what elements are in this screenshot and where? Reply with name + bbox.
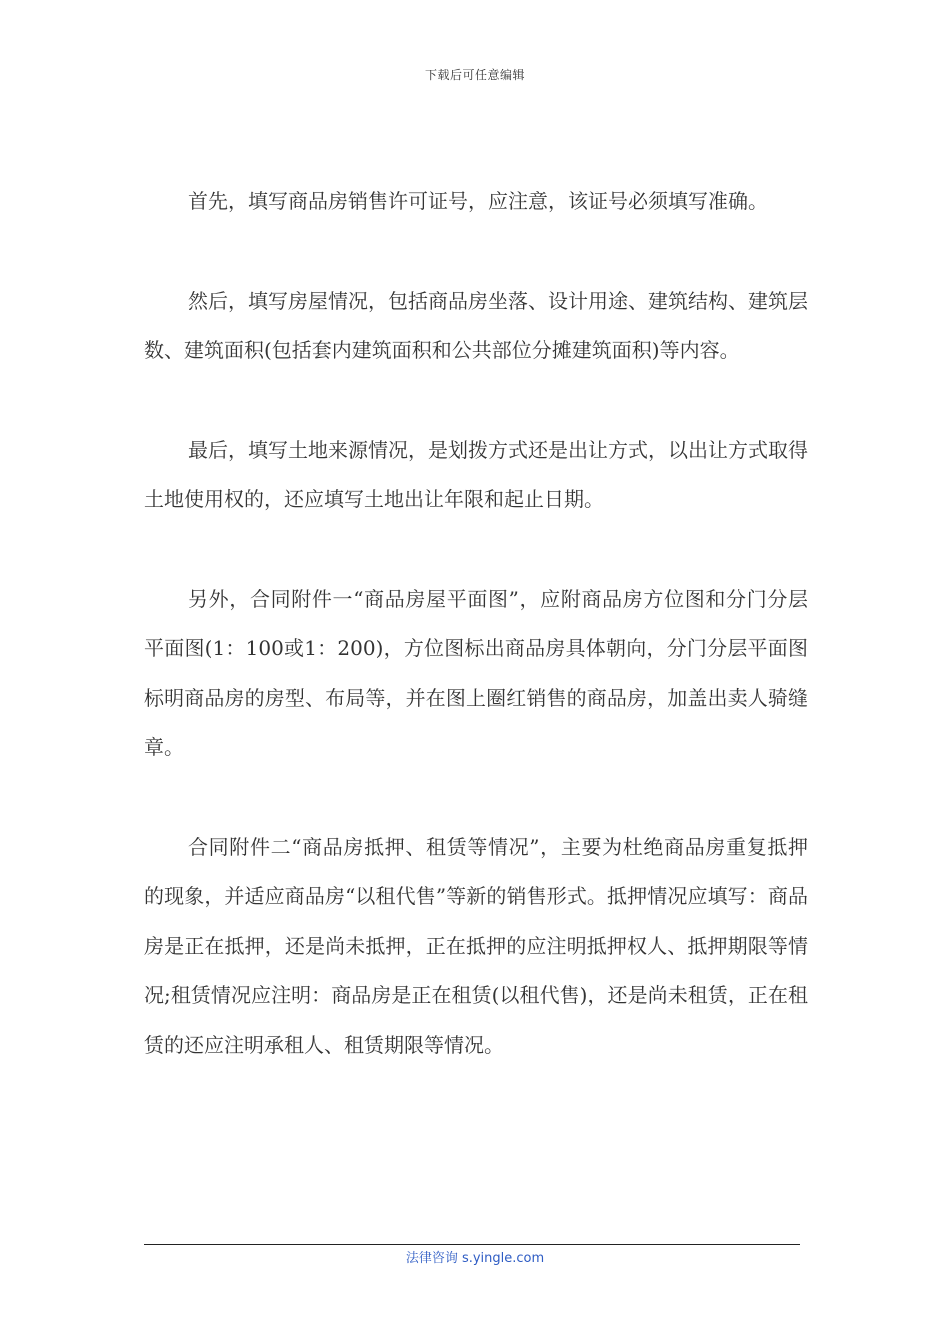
paragraph-house-info: 然后，填写房屋情况，包括商品房坐落、设计用途、建筑结构、建筑层数、建筑面积(包括套内建筑面积和公共部位分摊建筑面积)等内容。	[144, 288, 808, 362]
paragraph-land-source: 最后，填写土地来源情况，是划拨方式还是出让方式，以出让方式取得土地使用权的，还应填写土地出让年限和起止日期。	[144, 437, 808, 511]
paragraph-attachment-two: 合同附件二“商品房抵押、租赁等情况”，主要为杜绝商品房重复抵押的现象，并适应商品房“以租代售”等新的销售形式。抵押情况应填写：商品房是正在抵押，还是尚未抵押，正在抵押的应注明抵押权人、抵押期限等情况;租赁情况应注明：商品房是正在租赁(以租代售)，还是尚未租赁，正在租赁的还应注明承租人、租赁期限等情况。	[144, 834, 808, 1057]
document-body	[144, 177, 808, 1070]
paragraph-attachment-one: 另外，合同附件一“商品房屋平面图”，应附商品房方位图和分门分层平面图(1：100或1：200)，方位图标出商品房具体朝向，分门分层平面图标明商品房的房型、布局等，并在图上圈红销售的商品房，加盖出卖人骑缝章。	[144, 586, 808, 759]
paragraph-permit-number: 首先，填写商品房销售许可证号，应注意，该证号必须填写准确。	[188, 189, 768, 213]
page-header-note: 下载后可任意编辑	[424, 68, 525, 82]
footer-legal-consult-link[interactable]: 法律咨询 s.yingle.com	[405, 1251, 545, 1266]
footer-divider	[144, 1244, 800, 1245]
